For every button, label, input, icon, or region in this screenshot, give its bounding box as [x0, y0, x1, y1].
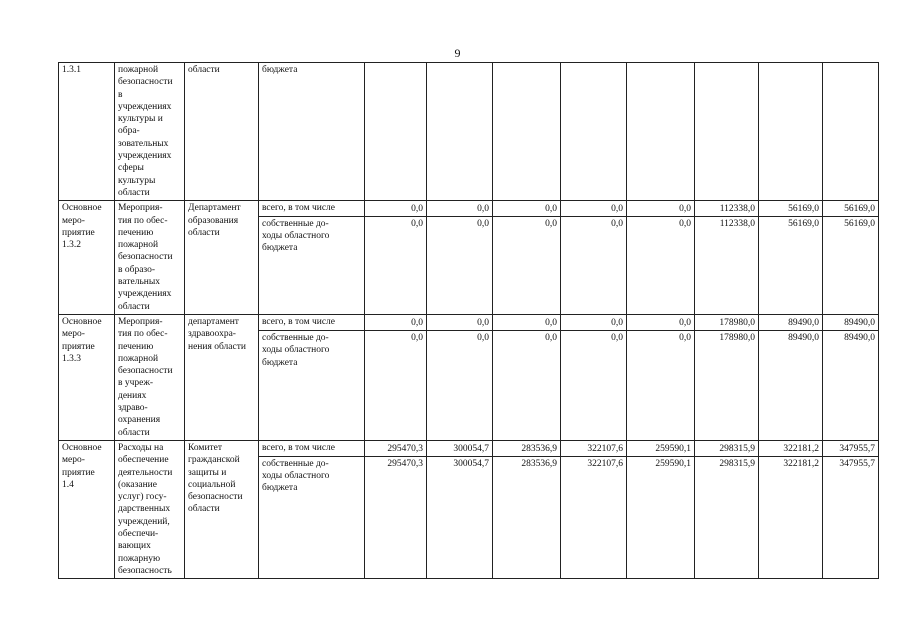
value-cell: 0,0	[493, 331, 561, 441]
value-cell: 295470,3	[365, 456, 427, 578]
value-cell: 0,0	[627, 331, 695, 441]
value-cell: 0,0	[365, 314, 427, 330]
budget-table	[58, 62, 879, 579]
value-cell: 0,0	[627, 201, 695, 217]
value-cell: 56169,0	[759, 201, 823, 217]
value-cell: 0,0	[365, 216, 427, 314]
value-cell: 295470,3	[365, 440, 427, 456]
value-cell: 0,0	[493, 314, 561, 330]
value-cell: 56169,0	[823, 201, 879, 217]
measure-code-cell: Основное меро- приятие 1.3.3	[59, 314, 115, 440]
value-cell: 0,0	[561, 331, 627, 441]
value-cell: 347955,7	[823, 456, 879, 578]
value-cell: 347955,7	[823, 440, 879, 456]
value-cell: 56169,0	[823, 216, 879, 314]
measure-code-cell: Основное меро- приятие 1.3.2	[59, 201, 115, 315]
funding-source-cell: бюджета	[259, 63, 365, 201]
value-cell: 298315,9	[695, 440, 759, 456]
value-cell: 322181,2	[759, 440, 823, 456]
group-total-row	[59, 440, 879, 456]
value-cell	[823, 63, 879, 201]
value-cell: 0,0	[561, 201, 627, 217]
value-cell: 0,0	[427, 314, 493, 330]
measure-name-cell: Мероприя- тия по обес- печению пожарной безопасности в учреж- дениях здраво- охранения области	[115, 314, 185, 440]
value-cell	[427, 63, 493, 201]
group-total-row	[59, 314, 879, 330]
value-cell: 259590,1	[627, 440, 695, 456]
continuation-row	[59, 63, 879, 201]
value-cell	[695, 63, 759, 201]
value-cell: 0,0	[493, 201, 561, 217]
value-cell: 298315,9	[695, 456, 759, 578]
measure-name-cell: Мероприя- тия по обес- печению пожарной безопасности в образо- вательных учреждениях области	[115, 201, 185, 315]
page-number: 9	[454, 46, 461, 60]
measure-code-cell: 1.3.1	[59, 63, 115, 201]
funding-source-cell: всего, в том числе	[259, 440, 365, 456]
value-cell: 300054,7	[427, 456, 493, 578]
group-total-row	[59, 201, 879, 217]
value-cell: 89490,0	[823, 314, 879, 330]
value-cell: 0,0	[365, 201, 427, 217]
value-cell	[627, 63, 695, 201]
value-cell: 112338,0	[695, 216, 759, 314]
value-cell	[365, 63, 427, 201]
measure-name-cell: Расходы на обеспечение деятельности (оказание услуг) госу- дарственных учреждений, обеспечи- вающих пожарную безопасность	[115, 440, 185, 578]
value-cell: 89490,0	[759, 314, 823, 330]
value-cell	[759, 63, 823, 201]
value-cell: 322107,6	[561, 440, 627, 456]
value-cell: 0,0	[365, 331, 427, 441]
value-cell: 322107,6	[561, 456, 627, 578]
value-cell: 178980,0	[695, 331, 759, 441]
value-cell: 0,0	[427, 331, 493, 441]
value-cell: 0,0	[427, 216, 493, 314]
value-cell: 259590,1	[627, 456, 695, 578]
value-cell	[493, 63, 561, 201]
funding-source-cell: собственные до- ходы областного бюджета	[259, 456, 365, 578]
value-cell: 89490,0	[823, 331, 879, 441]
executor-cell: Департамент образования области	[185, 201, 259, 315]
value-cell	[561, 63, 627, 201]
value-cell: 300054,7	[427, 440, 493, 456]
value-cell: 0,0	[427, 201, 493, 217]
value-cell: 56169,0	[759, 216, 823, 314]
value-cell: 0,0	[493, 216, 561, 314]
executor-cell: области	[185, 63, 259, 201]
funding-source-cell: всего, в том числе	[259, 201, 365, 217]
funding-source-cell: всего, в том числе	[259, 314, 365, 330]
measure-name-cell: пожарной безопасности в учреждениях культуры и обра- зовательных учреждениях сферы культуры области	[115, 63, 185, 201]
value-cell: 178980,0	[695, 314, 759, 330]
value-cell: 0,0	[627, 216, 695, 314]
value-cell: 89490,0	[759, 331, 823, 441]
funding-source-cell: собственные до- ходы областного бюджета	[259, 216, 365, 314]
value-cell: 283536,9	[493, 456, 561, 578]
executor-cell: Комитет гражданской защиты и социальной безопасности области	[185, 440, 259, 578]
value-cell: 0,0	[561, 314, 627, 330]
value-cell: 283536,9	[493, 440, 561, 456]
value-cell: 112338,0	[695, 201, 759, 217]
funding-source-cell: собственные до- ходы областного бюджета	[259, 331, 365, 441]
value-cell: 322181,2	[759, 456, 823, 578]
executor-cell: департамент здравоохра- нения области	[185, 314, 259, 440]
value-cell: 0,0	[627, 314, 695, 330]
value-cell: 0,0	[561, 216, 627, 314]
measure-code-cell: Основное меро- приятие 1.4	[59, 440, 115, 578]
